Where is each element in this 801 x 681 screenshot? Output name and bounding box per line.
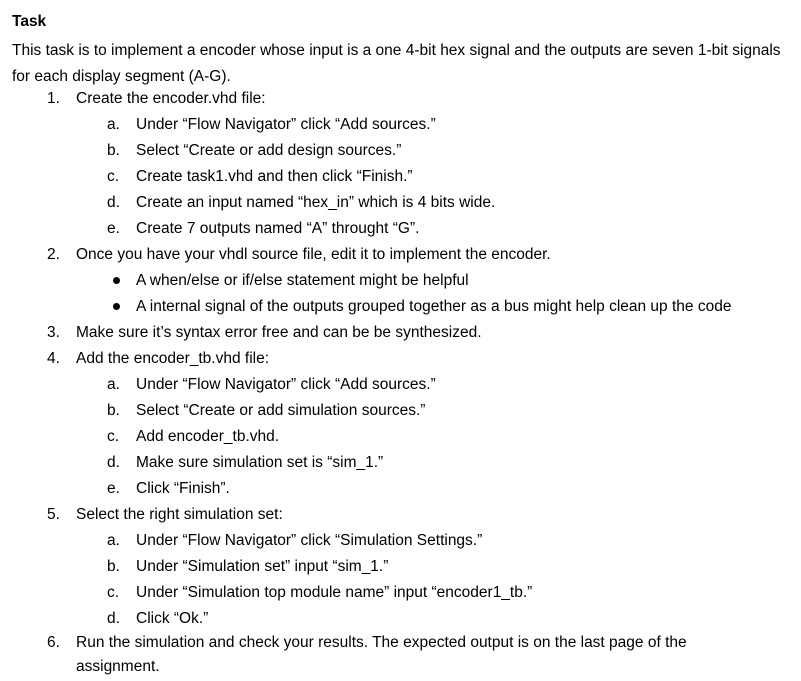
bullet-icon — [113, 277, 120, 284]
step-text: Add the encoder_tb.vhd file: — [76, 350, 270, 367]
substep-text: Click “Ok.” — [136, 610, 209, 627]
substep-text: Select “Create or add simulation sources.” — [136, 402, 426, 419]
substep-label: a. — [107, 532, 120, 549]
step-text: Once you have your vhdl source file, edit it to implement the encoder. — [76, 246, 551, 263]
step-number: 2. — [47, 246, 60, 263]
substep-text: Add encoder_tb.vhd. — [136, 428, 280, 445]
substep-label: d. — [107, 610, 120, 627]
substep-label: b. — [107, 402, 120, 419]
substep-text: Click “Finish”. — [136, 480, 230, 497]
substep-text: Create 7 outputs named “A” throught “G”. — [136, 220, 420, 237]
substep-label: c. — [107, 428, 120, 445]
bullet-icon — [113, 303, 120, 310]
step-text: Run the simulation and check your results. The expected output is on the last page of the — [76, 634, 687, 651]
substep-text: Under “Flow Navigator” click “Add sources.” — [136, 376, 436, 393]
substep-text: Create task1.vhd and then click “Finish.” — [136, 168, 413, 185]
substep-label: e. — [107, 480, 120, 497]
substep-label: a. — [107, 116, 120, 133]
step-number: 3. — [47, 324, 60, 341]
step-text: Create the encoder.vhd file: — [76, 90, 266, 107]
task-heading: Task — [12, 13, 47, 30]
substep-label: c. — [107, 584, 120, 601]
bullet-text: A internal signal of the outputs grouped together as a bus might help clean up the code — [136, 298, 732, 315]
substep-text: Select “Create or add design sources.” — [136, 142, 402, 159]
task-intro: This task is to implement a encoder whose input is a one 4-bit hex signal and the outputs are seven 1-bit signals for each display segment (A-G). — [12, 42, 781, 85]
substep-label: e. — [107, 220, 120, 237]
substep-label: a. — [107, 376, 120, 393]
substep-text: Make sure simulation set is “sim_1.” — [136, 454, 384, 471]
substep-text: Under “Simulation set” input “sim_1.” — [136, 558, 389, 575]
step-number: 5. — [47, 506, 60, 523]
substep-text: Under “Flow Navigator” click “Simulation Settings.” — [136, 532, 483, 549]
step-number: 1. — [47, 90, 60, 107]
step-text-continued: assignment. — [76, 658, 160, 675]
step-number: 6. — [47, 634, 60, 651]
substep-label: b. — [107, 142, 120, 159]
substep-text: Under “Flow Navigator” click “Add sources.” — [136, 116, 436, 133]
substep-text: Under “Simulation top module name” input “encoder1_tb.” — [136, 584, 533, 601]
bullet-text: A when/else or if/else statement might be helpful — [136, 272, 469, 289]
substep-text: Create an input named “hex_in” which is 4 bits wide. — [136, 194, 496, 211]
step-text: Select the right simulation set: — [76, 506, 283, 523]
substep-label: d. — [107, 194, 120, 211]
step-text: Make sure it’s syntax error free and can be be synthesized. — [76, 324, 482, 341]
substep-label: b. — [107, 558, 120, 575]
substep-label: c. — [107, 168, 120, 185]
substep-label: d. — [107, 454, 120, 471]
step-number: 4. — [47, 350, 60, 367]
